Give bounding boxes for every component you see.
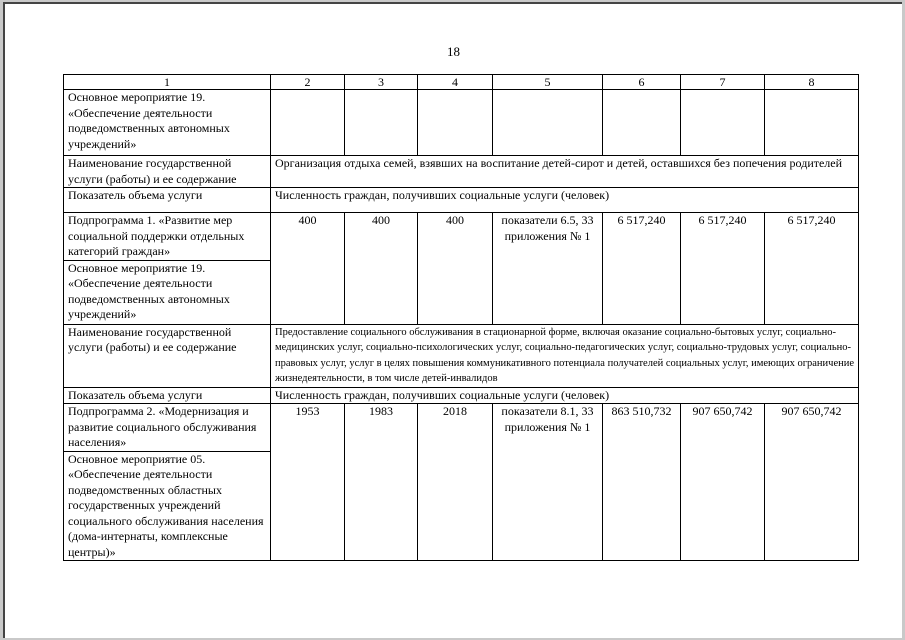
program-cell: Подпрограмма 1. «Развитие мер социальной поддержки отдельных категорий граждан» bbox=[64, 213, 271, 261]
value-cell: 1983 bbox=[345, 404, 418, 561]
value-cell: 400 bbox=[271, 213, 345, 325]
service-label-cell: Наименование государственной услуги (работы) и ее содержание bbox=[64, 324, 271, 387]
program-cell: Подпрограмма 2. «Модернизация и развитие социального обслуживания населения» bbox=[64, 404, 271, 452]
page-number: 18 bbox=[447, 44, 460, 59]
amount-cell: 863 510,732 bbox=[603, 404, 681, 561]
data-table bbox=[63, 74, 859, 561]
header-cell: 7 bbox=[681, 75, 765, 90]
empty-cell bbox=[765, 90, 859, 156]
indicator-label-cell: Показатель объема услуги bbox=[64, 188, 271, 213]
amount-cell: 907 650,742 bbox=[681, 404, 765, 561]
document-page bbox=[3, 2, 902, 638]
table-row bbox=[64, 324, 859, 387]
service-text-cell: Предоставление социального обслуживания в стационарной форме, включая оказание социально-бытовых услуг, социально-медицинских услуг, социально-психологических услуг, социально-педагогических услуг, социально-трудовых услуг, социально-правовых услуг, услуг в целях повышения коммуникативного потенциала получателей социальных услуг, имеющих ограничение жизнедеятельности, в том числе детей-инвалидов bbox=[271, 324, 859, 387]
activity-cell: Основное мероприятие 19. «Обеспечение деятельности подведомственных автономных учреждений» bbox=[64, 260, 271, 324]
header-cell: 8 bbox=[765, 75, 859, 90]
empty-cell bbox=[493, 90, 603, 156]
amount-cell: 6 517,240 bbox=[765, 213, 859, 325]
header-cell: 2 bbox=[271, 75, 345, 90]
value-cell: 400 bbox=[345, 213, 418, 325]
header-cell: 3 bbox=[345, 75, 418, 90]
header-cell: 4 bbox=[418, 75, 493, 90]
value-cell: 2018 bbox=[418, 404, 493, 561]
table-row bbox=[64, 188, 859, 213]
table-row bbox=[64, 156, 859, 188]
value-cell: 1953 bbox=[271, 404, 345, 561]
empty-cell bbox=[681, 90, 765, 156]
activity-cell: Основное мероприятие 19. «Обеспечение деятельности подведомственных автономных учреждений» bbox=[64, 90, 271, 156]
indicator-text-cell: Численность граждан, получивших социальные услуги (человек) bbox=[271, 387, 859, 404]
amount-cell: 907 650,742 bbox=[765, 404, 859, 561]
header-cell: 1 bbox=[64, 75, 271, 90]
amount-cell: 6 517,240 bbox=[603, 213, 681, 325]
table-row bbox=[64, 404, 859, 452]
indicator-text-cell: Численность граждан, получивших социальные услуги (человек) bbox=[271, 188, 859, 213]
header-cell: 5 bbox=[493, 75, 603, 90]
header-row bbox=[64, 75, 859, 90]
header-cell: 6 bbox=[603, 75, 681, 90]
value-cell: 400 bbox=[418, 213, 493, 325]
amount-cell: 6 517,240 bbox=[681, 213, 765, 325]
empty-cell bbox=[345, 90, 418, 156]
table-row bbox=[64, 213, 859, 261]
empty-cell bbox=[271, 90, 345, 156]
service-text-cell: Организация отдыха семей, взявших на воспитание детей-сирот и детей, оставшихся без попечения родителей bbox=[271, 156, 859, 188]
empty-cell bbox=[603, 90, 681, 156]
activity-cell: Основное мероприятие 05. «Обеспечение деятельности подведомственных областных государственных учреждений социального обслуживания населения (дома-интернаты, комплексные центры)» bbox=[64, 451, 271, 561]
empty-cell bbox=[418, 90, 493, 156]
service-label-cell: Наименование государственной услуги (работы) и ее содержание bbox=[64, 156, 271, 188]
indicator-label-cell: Показатель объема услуги bbox=[64, 387, 271, 404]
indicator-ref-cell: показатели 6.5, 33 приложения № 1 bbox=[493, 213, 603, 325]
table-row bbox=[64, 90, 859, 156]
indicator-ref-cell: показатели 8.1, 33 приложения № 1 bbox=[493, 404, 603, 561]
table-row bbox=[64, 387, 859, 404]
